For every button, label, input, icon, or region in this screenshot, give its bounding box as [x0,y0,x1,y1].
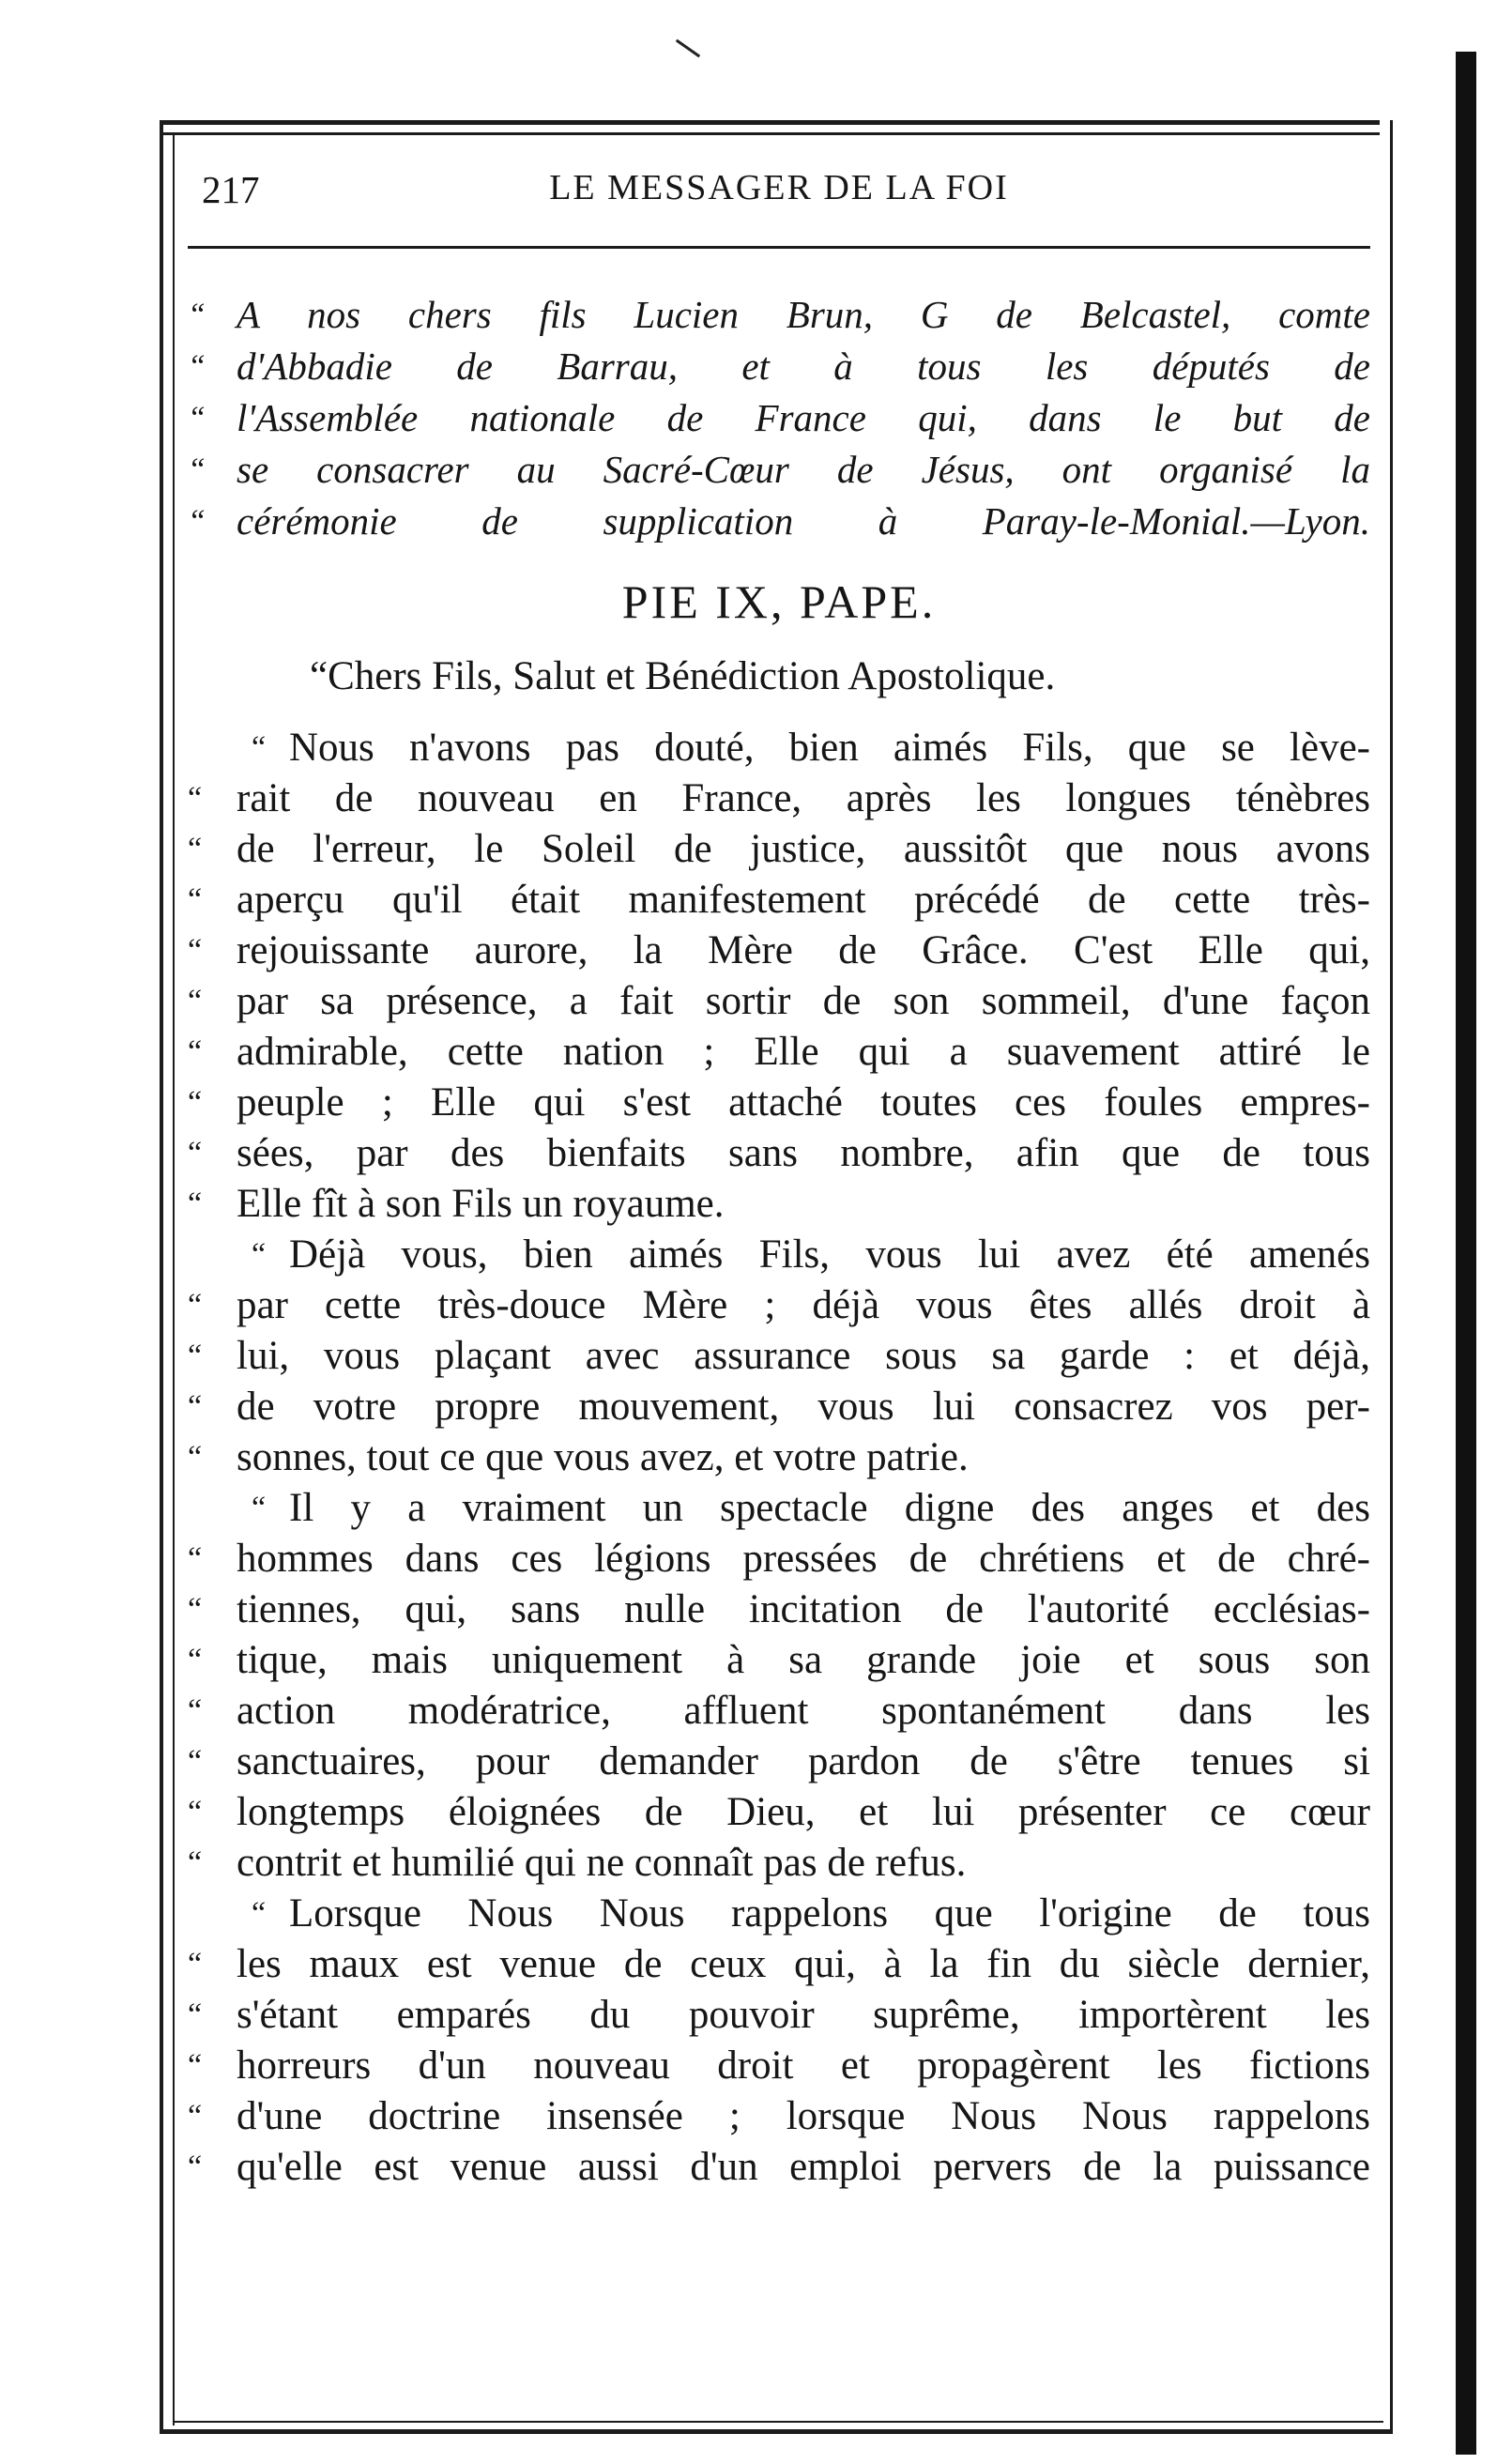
text-line [188,824,1370,875]
quote-mark: “ [188,1693,203,1728]
quote-mark: “ [252,730,267,765]
quote-mark: “ [188,984,203,1018]
quote-mark: “ [188,933,203,968]
line-text: rait de nouveau en France, après les longues ténèbres [237,776,1370,820]
page-header [202,167,1356,223]
text-line [188,1483,1370,1534]
left-border-inner [173,135,175,2426]
text-line [188,1230,1370,1280]
quote-mark: “ [188,1085,203,1120]
bottom-rule-inner [173,2421,1383,2423]
line-text: action modératrice, affluent spontanément dans les [237,1689,1370,1733]
quote-mark: “ [188,2099,203,2134]
quote-mark: “ [188,1744,203,1779]
line-text: Déjà vous, bien aimés Fils, vous lui avez été amenés [289,1232,1370,1277]
right-border [1390,120,1393,2434]
quote-mark: “ [188,1389,203,1424]
line-text: Nous n'avons pas douté, bien aimés Fils, que se lève- [289,726,1370,770]
text-line [188,1280,1370,1331]
quote-mark: “ [188,1997,203,2032]
text-line [188,875,1370,926]
binding-edge [1456,52,1476,2455]
quote-mark: “ [188,1643,203,1677]
scan-mark [676,39,700,58]
line-text: qu'elle est venue aussi d'un emploi pervers de la puissance [237,2145,1370,2189]
line-text: tiennes, qui, sans nulle incitation de l'autorité ecclésias- [237,1587,1370,1631]
text-line [188,1179,1370,1230]
text-line [188,723,1370,773]
quote-mark: “ [188,2150,203,2184]
quote-mark: “ [188,1186,203,1221]
text-line [188,1027,1370,1078]
text-line [188,1737,1370,1787]
quote-mark: “ [188,1136,203,1171]
text-line [188,2142,1370,2193]
bottom-rule [160,2429,1393,2434]
quote-mark: “ [188,504,206,539]
salutation: “Chers Fils, Salut et Bénédiction Apostolique. [310,654,1056,698]
line-text: contrit et humilié qui ne connaît pas de refus. [237,1841,967,1885]
text-line [188,1939,1370,1990]
text-line [188,1990,1370,2041]
line-text: s'étant emparés du pouvoir suprême, importèrent les [237,1993,1370,2037]
body-text [188,723,1370,2193]
line-text: hommes dans ces légions pressées de chrétiens et de chré- [237,1537,1370,1581]
text-line [188,1838,1370,1889]
line-text: d'une doctrine insensée ; lorsque Nous Nous rappelons [237,2094,1370,2138]
line-text: sonnes, tout ce que vous avez, et votre patrie. [237,1435,969,1479]
text-line [188,2041,1370,2091]
quote-mark: “ [188,1541,203,1576]
quote-mark: “ [188,1845,203,1880]
line-text: Lorsque Nous Nous rappelons que l'origine de tous [289,1891,1370,1936]
quote-mark: “ [188,1288,203,1323]
line-text: les maux est venue de ceux qui, à la fin du siècle dernier, [237,1942,1370,1986]
quote-mark: “ [252,1491,267,1525]
line-text: aperçu qu'il était manifestement précédé de cette très- [237,878,1370,922]
text-line [188,1382,1370,1432]
line-text: de l'erreur, le Soleil de justice, aussitôt que nous avons [237,827,1370,871]
text-line [188,1128,1370,1179]
section-heading: PIE IX, PAPE. [621,575,937,628]
running-title: LE MESSAGER DE LA FOI [549,168,1009,207]
text-line [188,926,1370,976]
line-text: Elle fît à son Fils un royaume. [237,1182,725,1226]
quote-mark: “ [188,1947,203,1982]
paragraph [188,1889,1370,2193]
quote-mark: “ [188,298,206,332]
line-text: Il y a vraiment un spectacle digne des anges et des [289,1486,1370,1530]
text-line [188,976,1370,1027]
line-text: peuple ; Elle qui s'est attaché toutes ces foules empres- [237,1080,1370,1125]
left-border [160,120,163,2434]
quote-mark: “ [188,882,203,917]
text-line [188,1889,1370,1939]
line-text: par sa présence, a fait sortir de son sommeil, d'une façon [237,979,1370,1023]
address-line [188,341,1370,392]
line-text: horreurs d'un nouveau droit et propagèrent les fictions [237,2043,1370,2088]
address-line [188,289,1370,341]
text-line [188,1686,1370,1737]
text-line [188,2091,1370,2142]
line-text: de votre propre mouvement, vous lui consacrez vos per- [237,1385,1370,1429]
quote-mark: “ [188,1339,203,1373]
quote-mark: “ [188,1795,203,1829]
line-text: l'Assemblée nationale de France qui, dans le but de [237,396,1370,439]
text-line [188,1584,1370,1635]
quote-mark: “ [252,1896,267,1931]
line-text: lui, vous plaçant avec assurance sous sa garde : et déjà, [237,1334,1370,1378]
address-line [188,496,1370,547]
quote-mark: “ [188,1034,203,1069]
line-text: admirable, cette nation ; Elle qui a suavement attiré le [237,1030,1370,1074]
quote-mark: “ [188,1440,203,1475]
quote-mark: “ [188,452,206,487]
quote-mark: “ [188,401,206,436]
line-text: sanctuaires, pour demander pardon de s'être tenues si [237,1739,1370,1783]
text-line [188,1078,1370,1128]
line-text: d'Abbadie de Barrau, et à tous les députés de [237,344,1370,388]
quote-mark: “ [188,832,203,866]
top-double-rule [160,120,1380,125]
text-line [188,1635,1370,1686]
text-line [188,773,1370,824]
line-text: sées, par des bienfaits sans nombre, afin que de tous [237,1131,1370,1175]
quote-mark: “ [188,781,203,816]
address-line [188,444,1370,496]
quote-mark: “ [252,1237,267,1272]
text-line [188,1331,1370,1382]
line-text: A nos chers fils Lucien Brun, G de Belcastel, comte [237,293,1370,336]
text-line [188,1787,1370,1838]
address-line [188,392,1370,444]
text-line [188,1432,1370,1483]
paragraph [188,1483,1370,1889]
line-text: cérémonie de supplication à Paray-le-Monial.—Lyon. [237,499,1370,543]
quote-mark: “ [188,1592,203,1627]
quote-mark: “ [188,2048,203,2083]
top-double-rule-inner [160,132,1380,135]
header-rule [188,246,1370,249]
address-block [188,289,1370,547]
line-text: tique, mais uniquement à sa grande joie et sous son [237,1638,1370,1682]
quote-mark: “ [188,349,206,384]
line-text: par cette très-douce Mère ; déjà vous êtes allés droit à [237,1283,1370,1327]
line-text: se consacrer au Sacré-Cœur de Jésus, ont organisé la [237,448,1370,491]
line-text: longtemps éloignées de Dieu, et lui présenter ce cœur [237,1790,1370,1834]
paragraph [188,723,1370,1230]
page-number: 217 [202,168,260,211]
line-text: rejouissante aurore, la Mère de Grâce. C'est Elle qui, [237,928,1370,972]
text-line [188,1534,1370,1584]
paragraph [188,1230,1370,1483]
